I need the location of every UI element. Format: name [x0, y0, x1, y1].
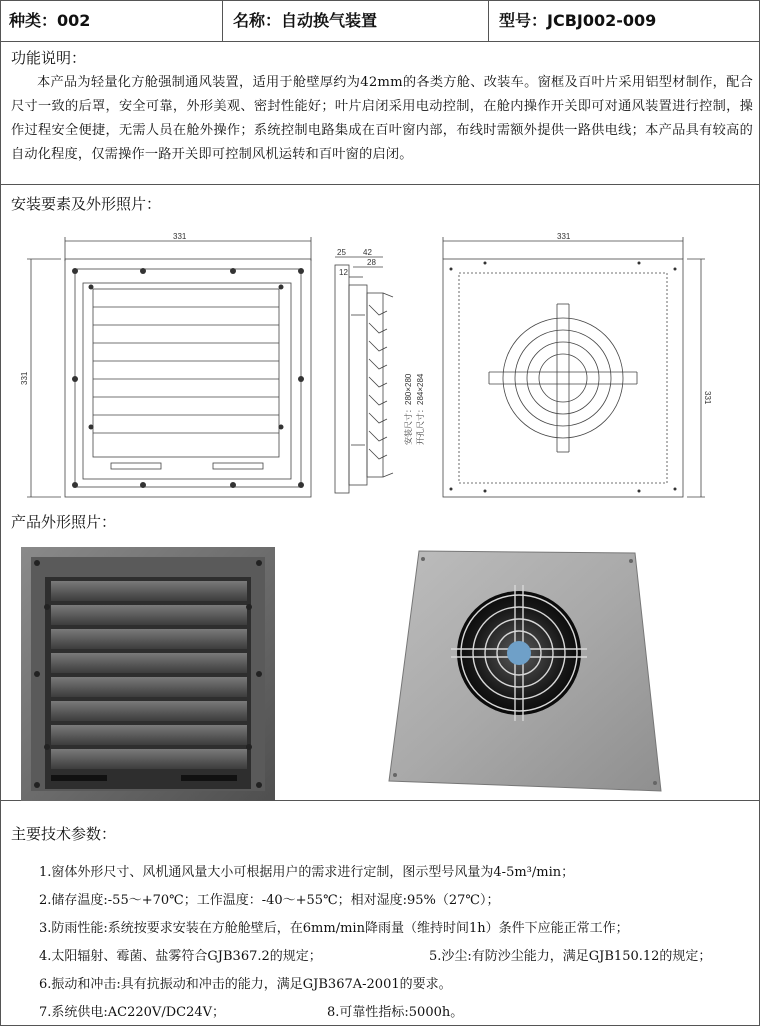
install-size-label: 安装尺寸：280×280	[404, 373, 413, 445]
function-title: 功能说明：	[11, 49, 87, 67]
spec-item: 8.可靠性指标:5000h。	[327, 1005, 464, 1020]
category-cell: 种类：002	[1, 1, 223, 41]
installation-section	[1, 185, 759, 503]
function-description: 本产品为轻量化方舱强制通风装置，适用于舱壁厚约为42mm的各类方舱、改装车。窗框及百叶片采用铝型材制作，配合尺寸一致的后罩，安全可靠，外形美观、密封性能好；叶片启闭采用电动控制，在舱内操作开关即可对通风装置进行控制，操作过程安全便捷，无需人员在舱外操作；系统控制电路集成在百叶窗内部，布线时需额外提供一路供电线；本产品具有较高的自动化程度，仅需操作一路开关即可控制风机运转和百叶窗的启闭。	[11, 75, 753, 162]
header-row	[1, 1, 759, 42]
specs-section	[1, 801, 759, 1027]
front-height-label: 331	[20, 371, 29, 385]
spec-item: 1.窗体外形尺寸、风机通风量大小可根据用户的需求进行定制，图示型号风量为4-5m³/min；	[39, 865, 575, 880]
product-name-cell: 名称：自动换气装置	[223, 1, 489, 41]
back-width-label: 331	[557, 232, 571, 241]
installation-title: 安装要素及外形照片：	[11, 195, 162, 213]
back-view-drawing	[439, 231, 719, 501]
spec-item: 7.系统供电:AC220V/DC24V；	[39, 1005, 225, 1020]
fan-photo	[385, 545, 665, 801]
spec-item: 6.振动和冲击:具有抗振动和冲击的能力，满足GJB367A-2001的要求。	[39, 977, 452, 992]
louver-photo	[21, 547, 275, 801]
function-section	[1, 41, 759, 185]
side-dim-12: 12	[339, 268, 348, 277]
back-height-label: 331	[703, 391, 712, 405]
front-width-label: 331	[173, 232, 187, 241]
specs-title: 主要技术参数：	[11, 825, 117, 843]
photo-section	[1, 503, 759, 801]
side-dim-28: 28	[367, 258, 376, 267]
spec-item: 5.沙尘:有防沙尘能力，满足GJB150.12的规定；	[429, 949, 712, 964]
front-view-drawing	[20, 231, 323, 501]
spec-item: 3.防雨性能:系统按要求安装在方舱舱壁后，在6mm/min降雨量（维持时间1h）条件下应能正常工作；	[39, 921, 629, 936]
side-dim-42: 42	[363, 248, 372, 257]
hole-size-label: 开孔尺寸：284×284	[416, 373, 425, 445]
model-cell: 型号：JCBJ002-009	[499, 11, 657, 30]
spec-item: 2.储存温度:-55～+70℃；工作温度：-40～+55℃；相对湿度:95%（27℃）；	[39, 893, 500, 908]
photo-title: 产品外形照片：	[11, 513, 117, 531]
side-view-drawing	[323, 245, 435, 505]
side-dim-25: 25	[337, 248, 346, 257]
spec-item: 4.太阳辐射、霉菌、盐雾符合GJB367.2的规定；	[39, 949, 322, 964]
